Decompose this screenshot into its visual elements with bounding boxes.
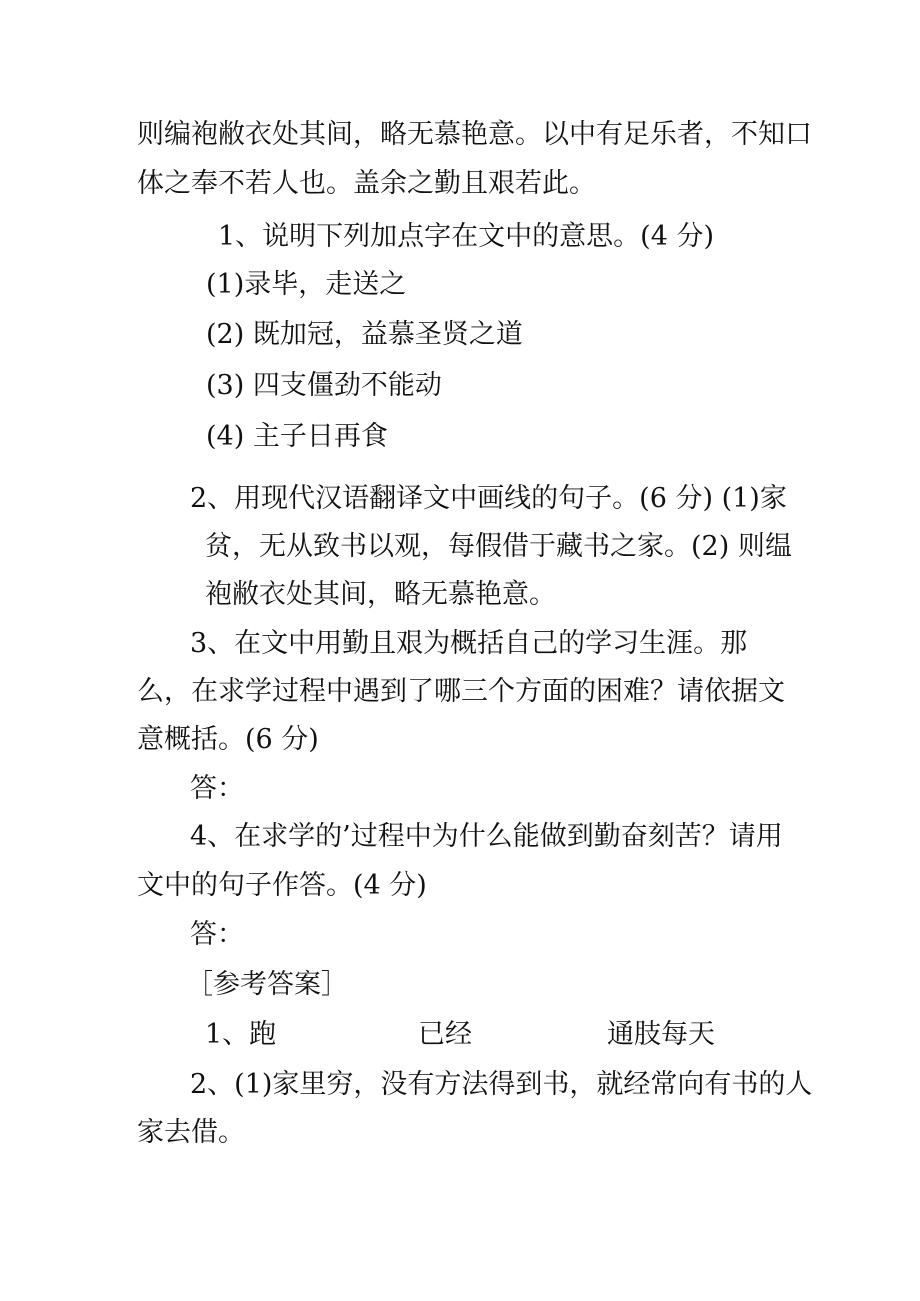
passage-line-1: 则编袍敝衣处其间，略无慕艳意。以中有足乐者，不知口 [137, 119, 812, 150]
question-1-item-2: (2) 既加冠，益慕圣贤之道 [206, 319, 523, 350]
question-4-line-2: 文中的句子作答。(4 分) [137, 870, 427, 901]
question-1-item-3: (3) 四支僵劲不能动 [206, 370, 442, 401]
question-3-line-3: 意概括。(6 分) [137, 724, 319, 755]
question-3-answer-label: 答： [190, 773, 244, 804]
question-2-line-1: 2、用现代汉语翻译文中画线的句子。(6 分) (1)家 [190, 483, 787, 514]
answer-1-label: 1、跑 [205, 1019, 277, 1050]
answer-1-part-b: 已经 [418, 1019, 472, 1050]
answer-2-line-1: 2、(1)家里穷，没有方法得到书，就经常向有书的人 [190, 1069, 813, 1100]
question-4-answer-label: 答： [190, 919, 244, 950]
question-1-item-1: (1)录毕，走送之 [206, 269, 407, 300]
answer-2-line-2: 家去借。 [137, 1117, 245, 1148]
question-3-line-2: 么，在求学过程中遇到了哪三个方面的困难？请依据文 [137, 676, 785, 707]
question-2-line-3: 袍敝衣处其间，略无慕艳意。 [205, 579, 556, 610]
reference-heading: ［参考答案］ [186, 969, 348, 1000]
question-1-item-4: (4) 主子日再食 [206, 421, 388, 452]
question-3-line-1: 3、在文中用勤且艰为概括自己的学习生涯。那 [190, 628, 748, 659]
question-2-line-2: 贫，无从致书以观，每假借于藏书之家。(2) 则缊 [205, 531, 792, 562]
question-1-title: 1、说明下列加点字在文中的意思。(4 分) [218, 221, 715, 252]
passage-line-2: 体之奉不若人也。盖余之勤且艰若此。 [137, 168, 596, 199]
answer-1-part-c: 通肢每天 [607, 1019, 715, 1050]
question-4-line-1: 4、在求学的’过程中为什么能做到勤奋刻苦？请用 [190, 821, 783, 852]
